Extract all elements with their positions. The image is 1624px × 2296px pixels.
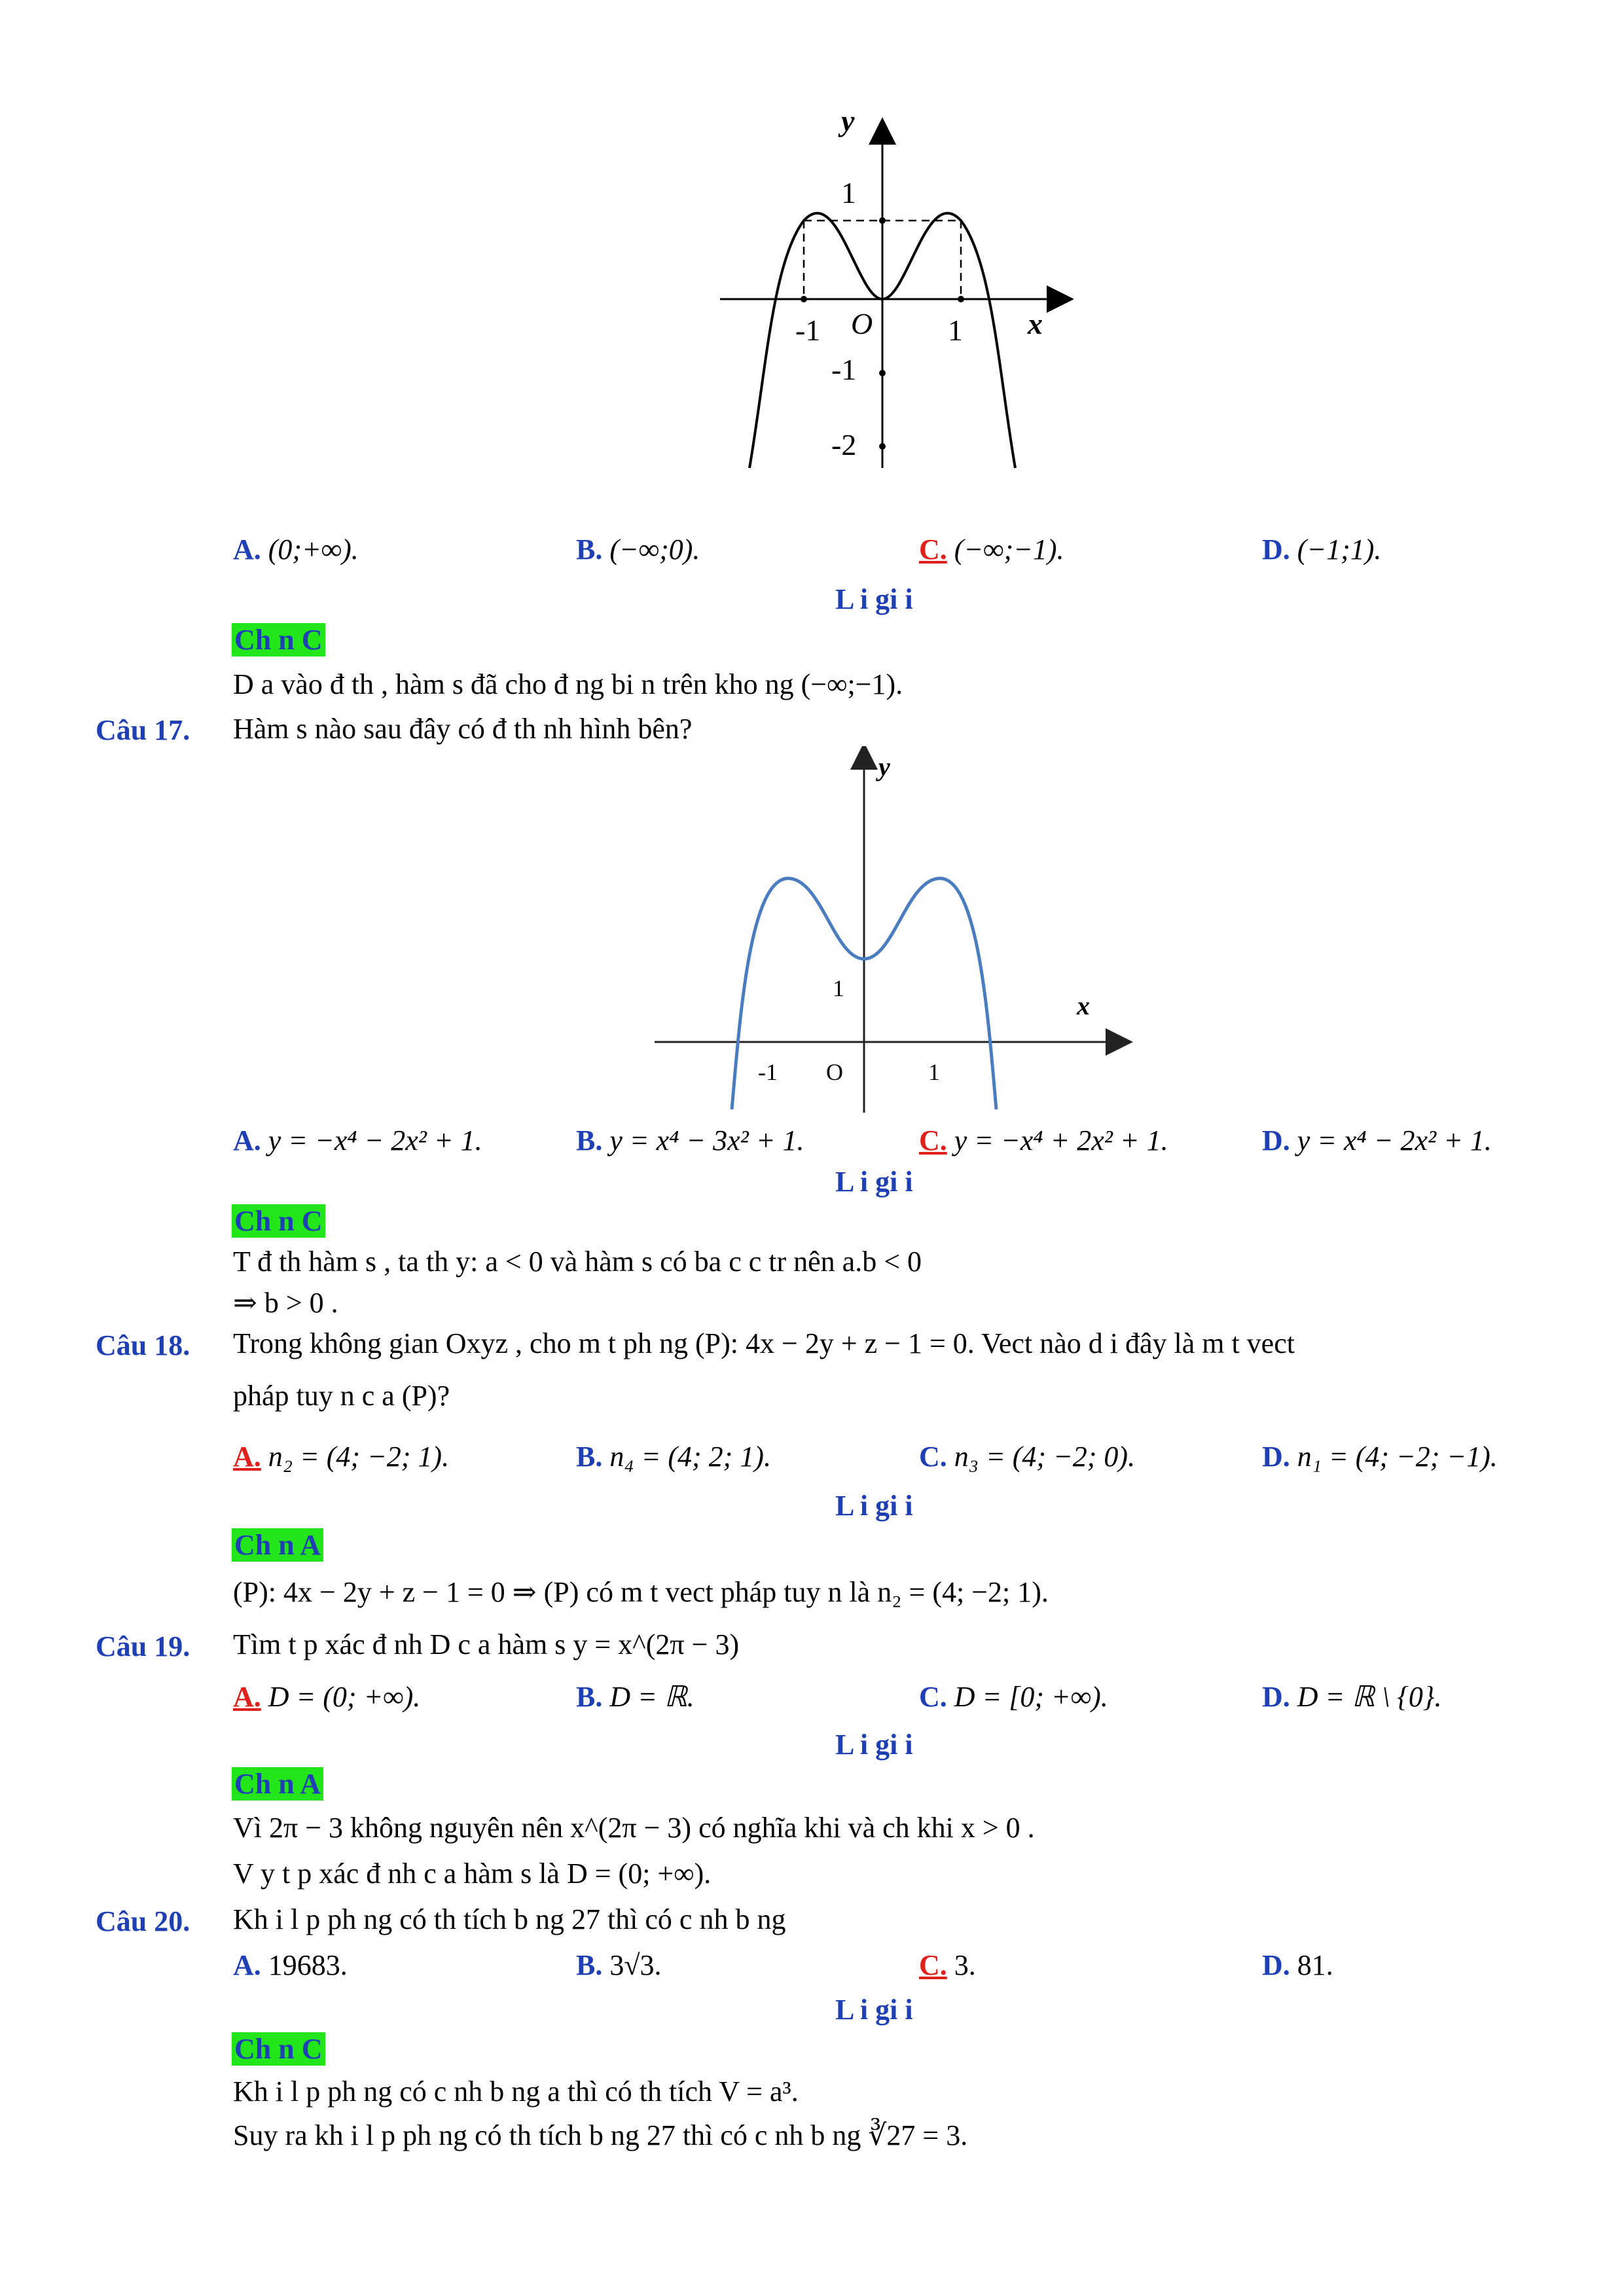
tick-y-neg2: -2 bbox=[831, 428, 857, 461]
q17-chon: Ch n C bbox=[232, 1204, 325, 1238]
q16-option-d[interactable]: D. (−1;1). bbox=[1262, 533, 1382, 565]
q19-solution-2: V y t p xác đ nh c a hàm s là D = (0; +∞). bbox=[233, 1857, 712, 1890]
graph-1 bbox=[707, 111, 1074, 484]
q19-solution-1: Vì 2π − 3 không nguyên nên x^(2π − 3) có nghĩa khi và ch khi x > 0 . bbox=[233, 1812, 1035, 1844]
tick-y-1: 1 bbox=[841, 176, 856, 209]
q17-option-a[interactable]: A. y = −x⁴ − 2x² + 1. bbox=[233, 1124, 482, 1157]
y-label: y bbox=[878, 752, 890, 781]
q20-option-d[interactable]: D. 81. bbox=[1262, 1949, 1333, 1981]
q17-option-b[interactable]: B. y = x⁴ − 3x² + 1. bbox=[576, 1124, 804, 1157]
q18-option-c[interactable]: C. n₃ = (4; −2; 0). bbox=[919, 1441, 1136, 1473]
y-label: y bbox=[841, 111, 855, 137]
q19-number: Câu 19. bbox=[96, 1630, 190, 1662]
tick-x-neg1: -1 bbox=[758, 1059, 778, 1085]
q20-solution-2: Suy ra kh i l p ph ng có th tích b ng 27 thì có c nh b ng ∛27 = 3. bbox=[233, 2119, 968, 2151]
q16-loigiai: L i gi i bbox=[835, 583, 913, 615]
q18-question-1: Trong không gian Oxyz , cho m t ph ng (P): 4x − 2y + z − 1 = 0. Vect nào d i đây là m t vect bbox=[233, 1327, 1295, 1359]
q19-question: Tìm t p xác đ nh D c a hàm s y = x^(2π − 3) bbox=[233, 1628, 740, 1660]
q18-solution-1: (P): 4x − 2y + z − 1 = 0 ⇒ (P) có m t vect pháp tuy n là n₂ = (4; −2; 1). bbox=[233, 1576, 1049, 1608]
q19-loigiai: L i gi i bbox=[835, 1729, 913, 1761]
tick-x-neg1: -1 bbox=[795, 314, 821, 347]
q16-option-a[interactable]: A. (0;+∞). bbox=[233, 533, 359, 565]
q17-loigiai: L i gi i bbox=[835, 1166, 913, 1198]
q20-number: Câu 20. bbox=[96, 1905, 190, 1937]
q16-solution-1: D a vào đ th , hàm s đã cho đ ng bi n trên kho ng (−∞;−1). bbox=[233, 668, 903, 700]
q16-option-c[interactable]: C. (−∞;−1). bbox=[919, 533, 1064, 565]
q18-option-a[interactable]: A. n₂ = (4; −2; 1). bbox=[233, 1441, 450, 1473]
q18-number: Câu 18. bbox=[96, 1329, 190, 1361]
q16-chon: Ch n C bbox=[232, 623, 325, 656]
q20-option-c[interactable]: C. 3. bbox=[919, 1949, 976, 1981]
q20-loigiai: L i gi i bbox=[835, 1994, 913, 2026]
q17-number: Câu 17. bbox=[96, 714, 190, 746]
q20-option-a[interactable]: A. 19683. bbox=[233, 1949, 348, 1981]
q18-option-d[interactable]: D. n₁ = (4; −2; −1). bbox=[1262, 1441, 1498, 1473]
graph-2 bbox=[648, 746, 1139, 1119]
tick-y-neg1: -1 bbox=[831, 353, 857, 386]
x-label: x bbox=[1077, 991, 1090, 1020]
q19-chon: Ch n A bbox=[232, 1767, 323, 1801]
q18-loigiai: L i gi i bbox=[835, 1490, 913, 1522]
q20-solution-1: Kh i l p ph ng có c nh b ng a thì có th tích V = a³. bbox=[233, 2075, 799, 2108]
q17-solution-1: T đ th hàm s , ta th y: a < 0 và hàm s có ba c c tr nên a.b < 0 bbox=[233, 1246, 922, 1278]
q20-chon: Ch n C bbox=[232, 2032, 325, 2066]
x-label: x bbox=[1028, 307, 1043, 340]
q20-option-b[interactable]: B. 3√3. bbox=[576, 1949, 662, 1981]
tick-x-1: 1 bbox=[948, 314, 963, 347]
q19-option-a[interactable]: A. D = (0; +∞). bbox=[233, 1681, 421, 1713]
origin-label: O bbox=[851, 307, 873, 340]
q20-question: Kh i l p ph ng có th tích b ng 27 thì có c nh b ng bbox=[233, 1903, 786, 1935]
q17-question: Hàm s nào sau đây có đ th nh hình bên? bbox=[233, 713, 693, 745]
q19-option-b[interactable]: B. D = ℝ. bbox=[576, 1681, 695, 1713]
q19-option-d[interactable]: D. D = ℝ \ {0}. bbox=[1262, 1681, 1442, 1713]
q17-option-c[interactable]: C. y = −x⁴ + 2x² + 1. bbox=[919, 1124, 1168, 1157]
q16-option-b[interactable]: B. (−∞;0). bbox=[576, 533, 700, 565]
tick-x-1: 1 bbox=[928, 1059, 940, 1085]
q18-question-2: pháp tuy n c a (P)? bbox=[233, 1380, 450, 1412]
q17-option-d[interactable]: D. y = x⁴ − 2x² + 1. bbox=[1262, 1124, 1492, 1157]
tick-y-1: 1 bbox=[833, 975, 844, 1001]
q17-solution-2: ⇒ b > 0 . bbox=[233, 1287, 338, 1319]
q18-option-b[interactable]: B. n₄ = (4; 2; 1). bbox=[576, 1441, 771, 1473]
q19-option-c[interactable]: C. D = [0; +∞). bbox=[919, 1681, 1108, 1713]
origin-label: O bbox=[826, 1059, 843, 1085]
q18-chon: Ch n A bbox=[232, 1528, 323, 1562]
